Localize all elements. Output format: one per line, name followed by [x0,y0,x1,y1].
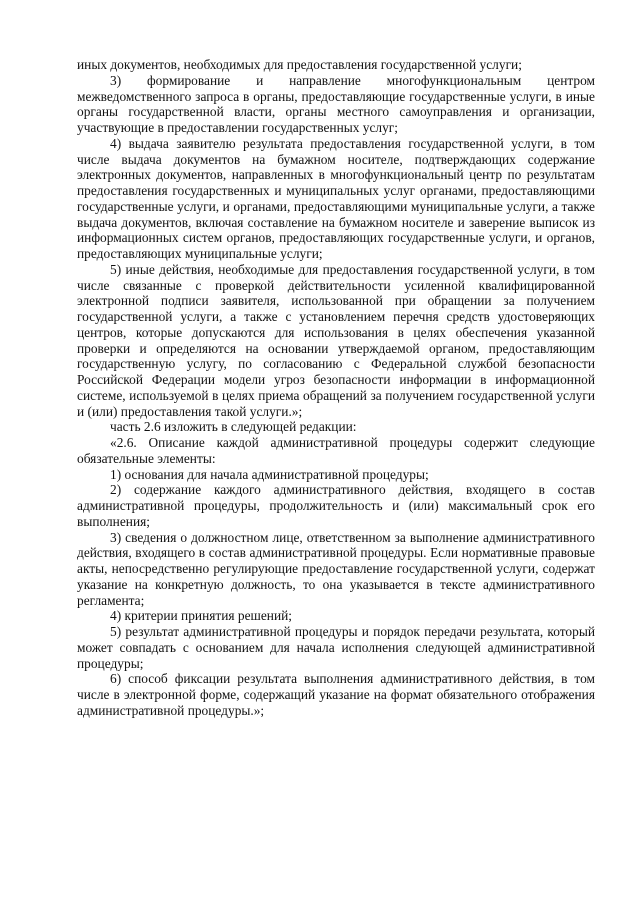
paragraph-continuation: иных документов, необходимых для предоставления государственной услуги; [77,57,522,72]
paragraph-element-6: 6) способ фиксации результата выполнения административного действия, в том числе в электронной форме, содержащий указание на формат обязательного отображения административной процедуры.»; [77,671,595,718]
paragraph-item-5: 5) иные действия, необходимые для предоставления государственной услуги, в том числе связанные с проверкой действительности усиленной квалифицированной электронной подписи заявителя, использованной при обращении за получением государственной услуги, а также с установлением перечня средств удостоверяющих центров, которые допускаются для использования в целях обеспечения указанной проверки и определяются на основании утверждаемой органом, предоставляющим государственную услугу, по согласованию с Федеральной службой безопасности Российской Федерации модели угроз безопасности информации в информационной системе, используемой в целях приема обращений за получением государственной услуги и (или) предоставления такой услуги.»; [77,261,595,419]
document-page [77,57,595,719]
paragraph-element-3: 3) сведения о должностном лице, ответственном за выполнение административного действия, входящего в состав административной процедуры. Если нормативные правовые акты, непосредственно регулирующие предоставление государственной услуги, содержат указание на конкретную должность, то она указывается в тексте административного регламента; [77,529,595,608]
paragraph-element-1: 1) основания для начала административной процедуры; [110,466,429,482]
paragraph-item-4: 4) выдача заявителю результата предоставления государственной услуги, в том числе выдача документов на бумажном носителе, подтверждающих содержание электронных документов, направленных в многофункциональный центр по результатам предоставления государственных и муниципальных услуг органами, предоставляющими государственные услуги, и органами, предоставляющими муниципальные услуги, а также выдача документов, включая составление на бумажном носителе и заверение выписок из информационных систем органов, предоставляющих государственные услуги, и органов, предоставляющих муниципальные услуги; [77,135,595,261]
paragraph-amendment-intro: часть 2.6 изложить в следующей редакции: [110,419,357,435]
paragraph-item-3: 3) формирование и направление многофункциональным центром межведомственного запроса в органы, предоставляющие государственные услуги, в иные органы государственной власти, органы местного самоуправления и организации, участвующие в предоставлении государственных услуг; [77,72,595,135]
paragraph-element-5: 5) результат административной процедуры и порядок передачи результата, который может совпадать с основанием для начала исполнения следующей административной процедуры; [77,624,595,671]
paragraph-element-2: 2) содержание каждого административного действия, входящего в состав административной процедуры, продолжительность и (или) максимальный срок его выполнения; [77,482,595,529]
paragraph-element-4: 4) критерии принятия решений; [110,608,293,624]
paragraph-section-2-6: «2.6. Описание каждой административной процедуры содержит следующие обязательные элементы: [77,435,595,466]
